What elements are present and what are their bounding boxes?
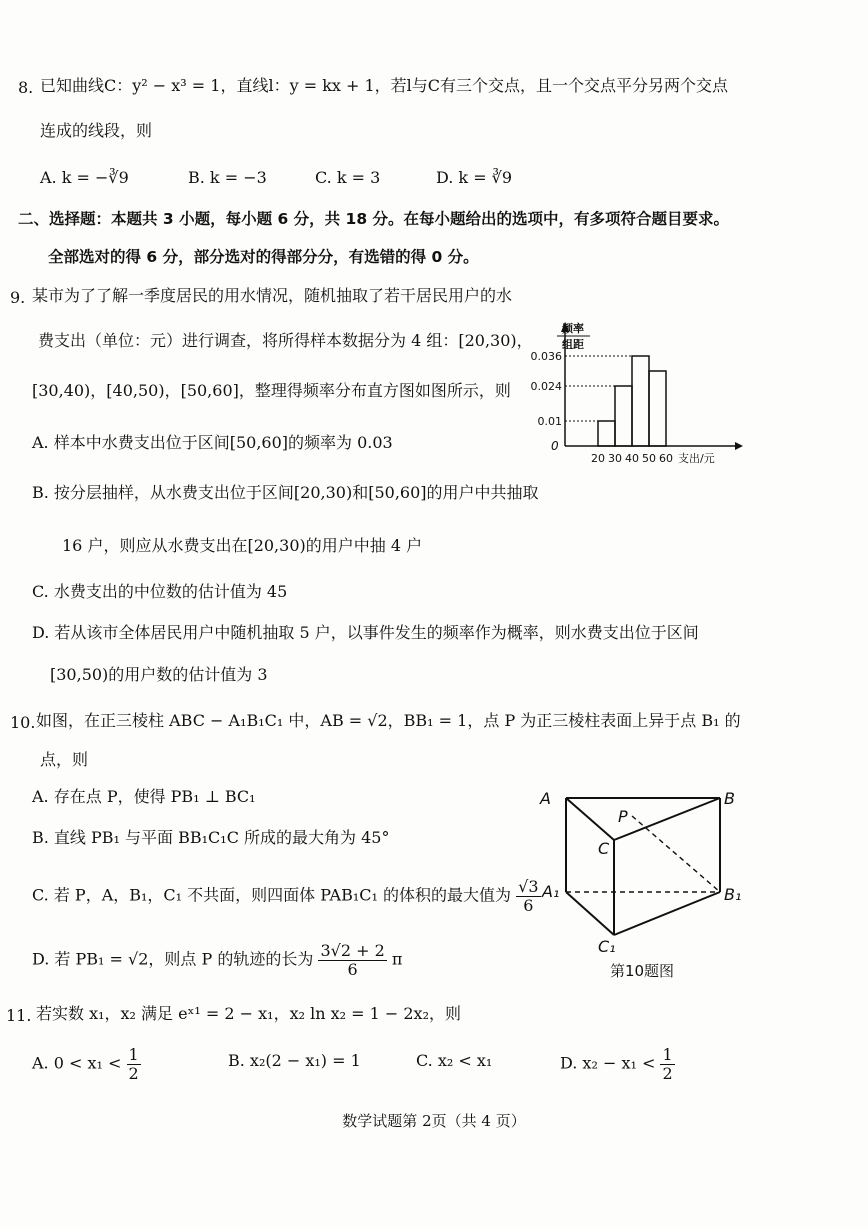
q8-option-b: B. k = −3 — [188, 168, 267, 187]
frequency-histogram — [530, 318, 745, 470]
q11-option-c: C. x₂ < x₁ — [416, 1051, 493, 1070]
q9-option-b-line2: 16 户，则应从水费支出在[20,30)的用户中抽 4 户 — [62, 536, 423, 555]
y-label-top: 频率 — [562, 322, 584, 335]
q8-stem-line2: 连成的线段，则 — [40, 121, 153, 140]
q9-stem-line1: 某市为了了解一季度居民的用水情况，随机抽取了若干居民用户的水 — [32, 286, 513, 305]
q9-option-c: C. 水费支出的中位数的估计值为 45 — [32, 582, 288, 601]
q10-option-a: A. 存在点 P，使得 PB₁ ⊥ BC₁ — [32, 787, 256, 806]
q10-option-c — [32, 878, 541, 914]
triangular-prism-figure — [530, 780, 745, 985]
vertex-label-b: B — [724, 789, 735, 808]
q10-option-b: B. 直线 PB₁ 与平面 BB₁C₁C 所成的最大角为 45° — [32, 828, 390, 847]
figure-caption: 第10题图 — [609, 962, 675, 980]
vertex-label-a1: A₁ — [542, 882, 560, 901]
y-label-bottom: 组距 — [562, 338, 584, 351]
fraction-one-half: $\frac{1}{2}$ — [128, 1045, 139, 1083]
histogram-bar — [615, 386, 632, 446]
q11-option-b: B. x₂(2 − x₁) = 1 — [228, 1051, 361, 1070]
fraction-root3-over-6: $\frac{√3}{6}$ — [518, 877, 539, 915]
q10-option-d-text: D. 若 PB₁ = √2，则点 P 的轨迹的长为 — [32, 949, 314, 969]
page-footer: 数学试题第 2页（共 4 页） — [342, 1112, 526, 1130]
q8-option-d: D. k = ∛9 — [436, 168, 513, 187]
fraction-trajectory-length: $\frac{3√2 + 2}{6}$ — [320, 941, 385, 979]
histogram-bar — [649, 371, 666, 446]
q9-option-a: A. 样本中水费支出位于区间[50,60]的频率为 0.03 — [32, 433, 393, 452]
q10-option-c-text: C. 若 P，A，B₁，C₁ 不共面，则四面体 PAB₁C₁ 的体积的最大值为 — [32, 885, 512, 905]
histogram-bar — [632, 356, 649, 446]
q10-number: 10. — [10, 713, 36, 732]
vertex-label-b1: B₁ — [724, 885, 742, 904]
q11-option-d: D. x₂ − x₁ < $\frac{1}{2}$ — [560, 1045, 673, 1083]
section2-heading: 二、选择题：本题共 3 小题，每小题 6 分，共 18 分。在每小题给出的选项中，有多项符合题目要求。 — [18, 210, 730, 228]
q9-number: 9. — [10, 288, 26, 307]
vertex-label-a: A — [540, 789, 551, 808]
q9-option-d-line2: [30,50)的用户数的估计值为 3 — [50, 665, 268, 684]
x-tick-label: 60 — [659, 452, 673, 465]
vertex-label-c: C — [598, 839, 610, 858]
q9-stem-line2: 费支出（单位：元）进行调查，将所得样本数据分为 4 组：[20,30)， — [38, 331, 533, 350]
x-axis-arrow — [735, 442, 743, 450]
q8-option-c: C. k = 3 — [315, 168, 381, 187]
y-tick-label: 0.036 — [530, 350, 562, 363]
section2-scoring: 全部选对的得 6 分，部分选对的得部分分，有选错的得 0 分。 — [48, 248, 479, 266]
q11-option-a: A. 0 < x₁ < $\frac{1}{2}$ — [32, 1045, 139, 1083]
q11-stem: 若实数 x₁，x₂ 满足 eˣ¹ = 2 − x₁，x₂ ln x₂ = 1 − 2x₂，则 — [36, 1004, 461, 1023]
origin-label: 0 — [551, 439, 559, 453]
histogram-bar — [598, 421, 615, 446]
y-tick-label: 0.01 — [537, 415, 562, 428]
q9-stem-line3: [30,40)，[40,50)，[50,60]，整理得频率分布直方图如图所示，则 — [32, 381, 511, 400]
fraction-one-half: $\frac{1}{2}$ — [662, 1045, 673, 1083]
q9-option-b-line1: B. 按分层抽样，从水费支出位于区间[20,30)和[50,60]的用户中共抽取 — [32, 483, 539, 502]
q8-stem-line1: 已知曲线C：y² − x³ = 1，直线l：y = kx + 1，若l与C有三个交点，且一个交点平分另两个交点 — [40, 76, 729, 95]
x-axis-label: 支出/元 — [678, 452, 715, 465]
q10-stem-line2: 点，则 — [40, 750, 89, 769]
y-tick-label: 0.024 — [530, 380, 562, 393]
q8-number: 8. — [18, 78, 34, 97]
q11-number: 11. — [6, 1006, 32, 1025]
x-tick-label: 40 — [625, 452, 639, 465]
x-tick-label: 30 — [608, 452, 622, 465]
x-tick-label: 50 — [642, 452, 656, 465]
vertex-label-p: P — [618, 807, 628, 826]
q8-option-a: A. k = −∛9 — [40, 168, 129, 187]
prism-solid-edges — [566, 798, 720, 935]
prism-hidden-edges — [566, 816, 720, 892]
x-tick-label: 20 — [591, 452, 605, 465]
vertex-label-c1: C₁ — [598, 937, 616, 956]
q10-stem-line1: 如图，在正三棱柱 ABC − A₁B₁C₁ 中，AB = √2，BB₁ = 1，点 P 为正三棱柱表面上异于点 B₁ 的 — [36, 711, 741, 730]
q10-option-d: D. 若 PB₁ = √2，则点 P 的轨迹的长为 $\frac{3√2 + 2}{6}$ π — [32, 941, 403, 979]
q9-option-d-line1: D. 若从该市全体居民用户中随机抽取 5 户，以事件发生的频率作为概率，则水费支出位于区间 — [32, 623, 699, 642]
